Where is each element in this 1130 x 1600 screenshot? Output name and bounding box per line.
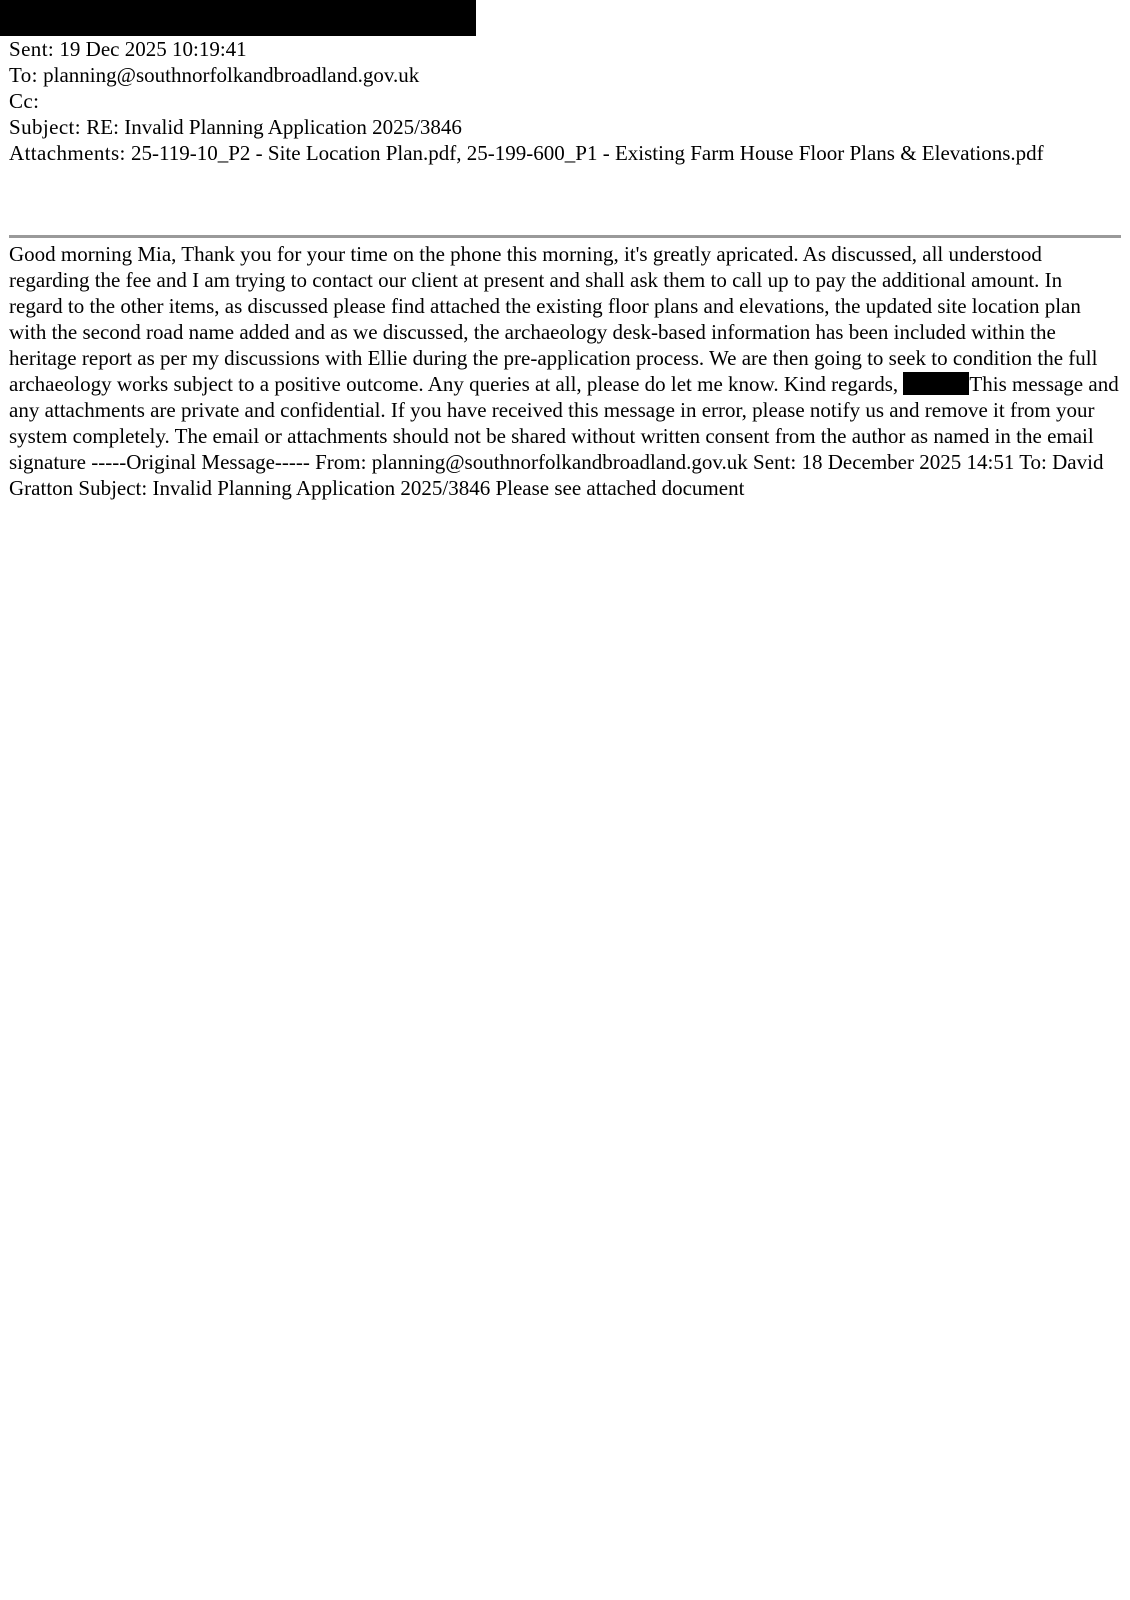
- redacted-signature: [903, 372, 969, 395]
- to-label: To:: [9, 63, 38, 87]
- sent-label: Sent:: [9, 37, 55, 61]
- cc-line: [9, 88, 1119, 114]
- sent-line: [9, 36, 1119, 62]
- to-value: planning@southnorfolkandbroadland.gov.uk: [43, 63, 420, 87]
- to-line: [9, 62, 1119, 88]
- attachments-value: 25-119-10_P2 - Site Location Plan.pdf, 25-199-600_P1 - Existing Farm House Floor Plans & Elevations.pdf: [131, 141, 1044, 165]
- subject-value: RE: Invalid Planning Application 2025/3846: [86, 115, 462, 139]
- attachments-line: [9, 140, 1119, 166]
- body-text-part1: Good morning Mia, Thank you for your time on the phone this morning, it's greatly apricated. As discussed, all understood regarding the fee and I am trying to contact our client at present and shall ask them to call up to pay the additional amount. In regard to the other items, as discussed please find attached the existing floor plans and elevations, the updated site location plan with the second road name added and as we discussed, the archaeology desk-based information has been included within the heritage report as per my discussions with Ellie during the pre-application process. We are then going to seek to condition the full archaeology works subject to a positive outcome. Any queries at all, please do let me know. Kind regards,: [9, 242, 1098, 396]
- email-header: [9, 36, 1119, 166]
- sent-value: 19 Dec 2025 10:19:41: [59, 37, 247, 61]
- email-body: [9, 241, 1121, 501]
- subject-label: Subject:: [9, 115, 82, 139]
- subject-line: [9, 114, 1119, 140]
- cc-label: Cc:: [9, 89, 40, 113]
- redacted-sender-bar: [0, 0, 476, 36]
- header-divider: [9, 235, 1121, 238]
- body-text-part2: This message and any attachments are private and confidential. If you have received this message in error, please notify us and remove it from your system completely. The email or attachments should not be shared without written consent from the author as named in the email signature -----Original Message----- From: planning@southnorfolkandbroadland.gov.uk Sent: 18 December 2025 14:51 To: David Gratton Subject: Invalid Planning Application 2025/3846 Please see attached document: [9, 372, 1119, 500]
- attachments-label: Attachments:: [9, 141, 126, 165]
